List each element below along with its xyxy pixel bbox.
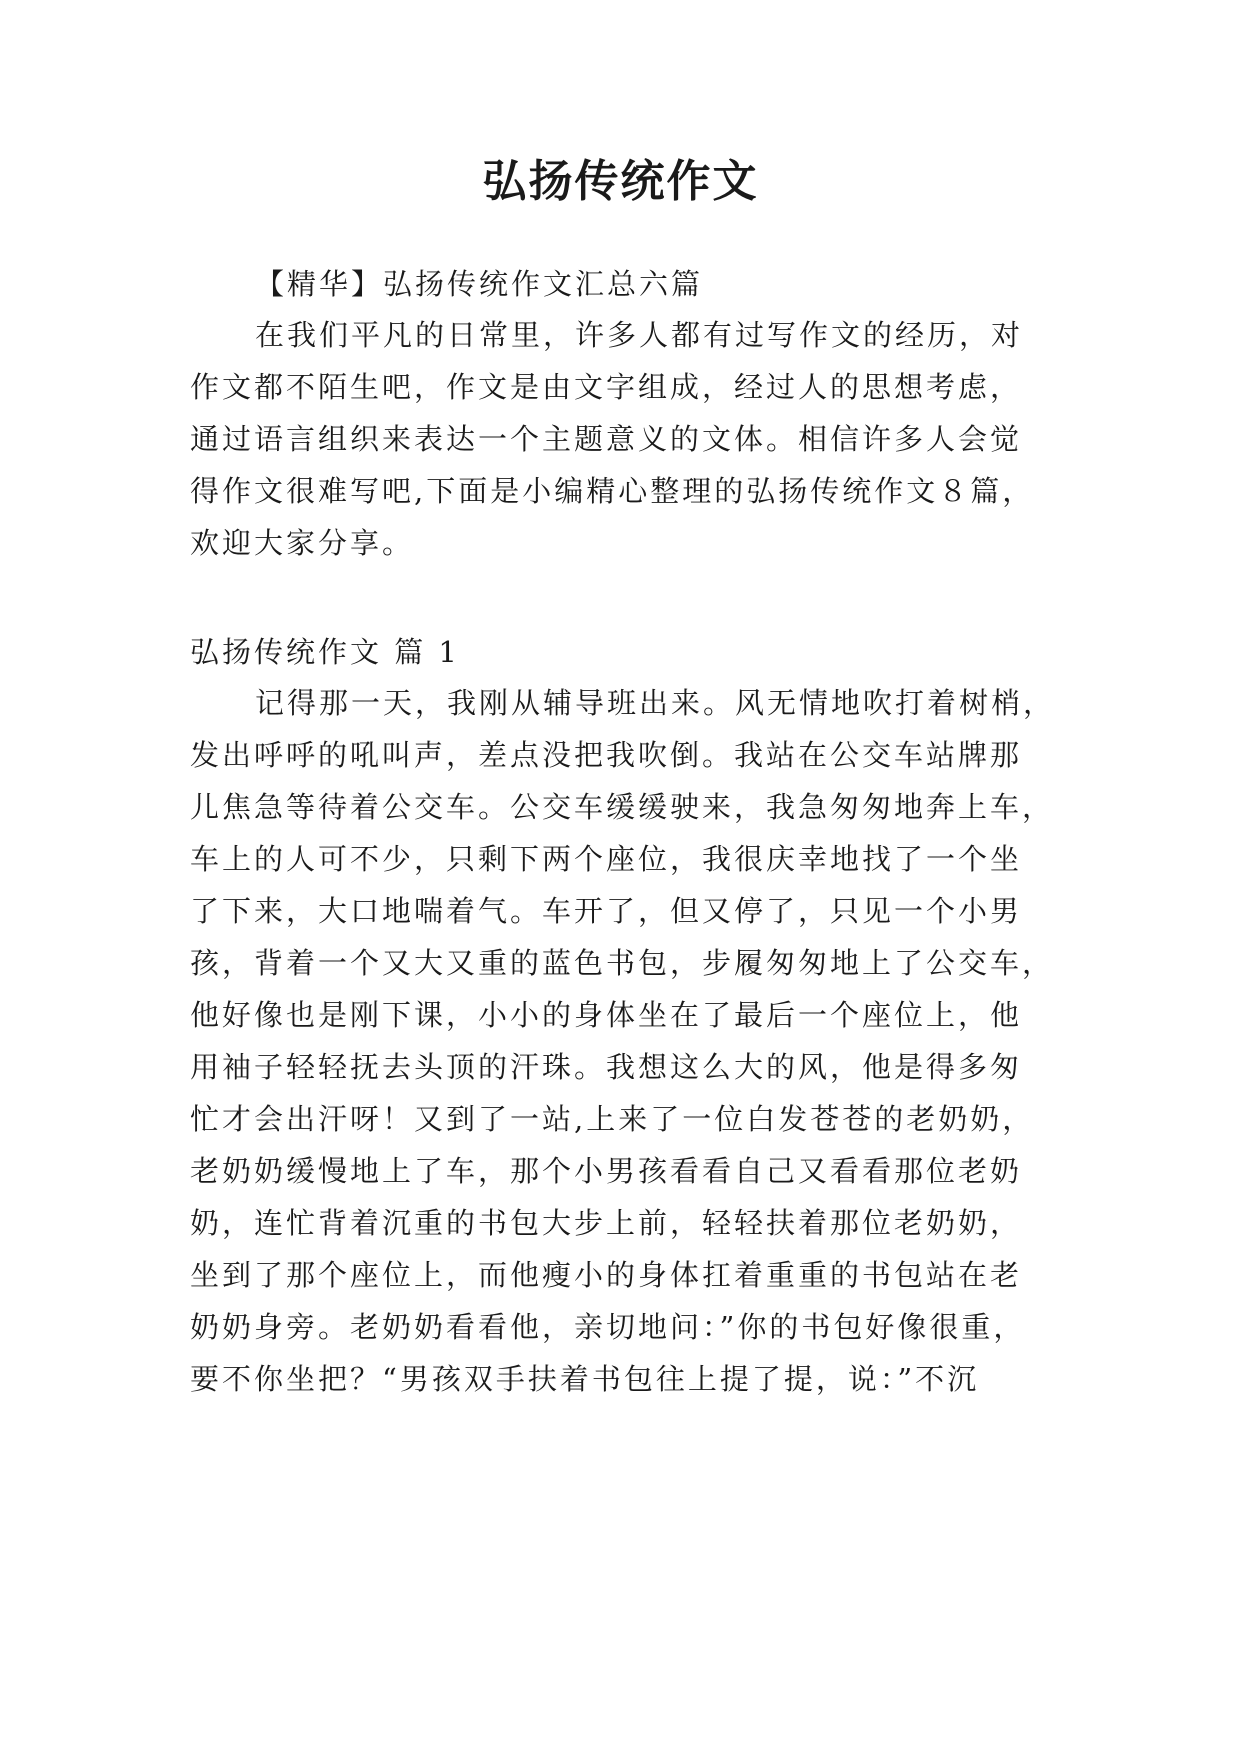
intro-line: 作文都不陌生吧，作文是由文字组成，经过人的思想考虑， (190, 370, 1023, 404)
body-line: 发出呼呼的吼叫声，差点没把我吹倒。我站在公交车站牌那 (190, 738, 1023, 772)
document-subtitle: 【精华】弘扬传统作文汇总六篇 (255, 267, 704, 301)
body-line: 要不你坐把？“男孩双手扶着书包往上提了提，说：”不沉 (190, 1362, 980, 1396)
intro-line: 欢迎大家分享。 (190, 526, 415, 560)
intro-line: 在我们平凡的日常里，许多人都有过写作文的经历，对 (255, 318, 1024, 352)
body-line: 记得那一天，我刚从辅导班出来。风无情地吹打着树梢， (255, 686, 1056, 720)
body-line: 奶奶身旁。老奶奶看看他，亲切地问：”你的书包好像很重， (190, 1310, 1026, 1344)
body-line: 车上的人可不少，只剩下两个座位，我很庆幸地找了一个坐 (190, 842, 1023, 876)
intro-line: 得作文很难写吧,下面是小编精心整理的弘扬传统作文８篇， (190, 474, 1035, 508)
body-line: 孩，背着一个又大又重的蓝色书包，步履匆匆地上了公交车， (190, 946, 1055, 980)
intro-line: 通过语言组织来表达一个主题意义的文体。相信许多人会觉 (190, 422, 1023, 456)
body-line: 他好像也是刚下课，小小的身体坐在了最后一个座位上，他 (190, 998, 1023, 1032)
section-heading: 弘扬传统作文 篇 1 (190, 635, 460, 669)
body-line: 儿焦急等待着公交车。公交车缓缓驶来，我急匆匆地奔上车， (190, 790, 1055, 824)
body-line: 忙才会出汗呀！又到了一站,上来了一位白发苍苍的老奶奶， (190, 1102, 1035, 1136)
document-title: 弘扬传统作文 (482, 156, 759, 207)
body-line: 奶，连忙背着沉重的书包大步上前，轻轻扶着那位老奶奶， (190, 1206, 1023, 1240)
body-line: 坐到了那个座位上，而他瘦小的身体扛着重重的书包站在老 (190, 1258, 1023, 1292)
body-line: 用袖子轻轻抚去头顶的汗珠。我想这么大的风，他是得多匆 (190, 1050, 1023, 1084)
body-line: 了下来，大口地喘着气。车开了，但又停了，只见一个小男 (190, 894, 1023, 928)
body-line: 老奶奶缓慢地上了车，那个小男孩看看自己又看看那位老奶 (190, 1154, 1023, 1188)
